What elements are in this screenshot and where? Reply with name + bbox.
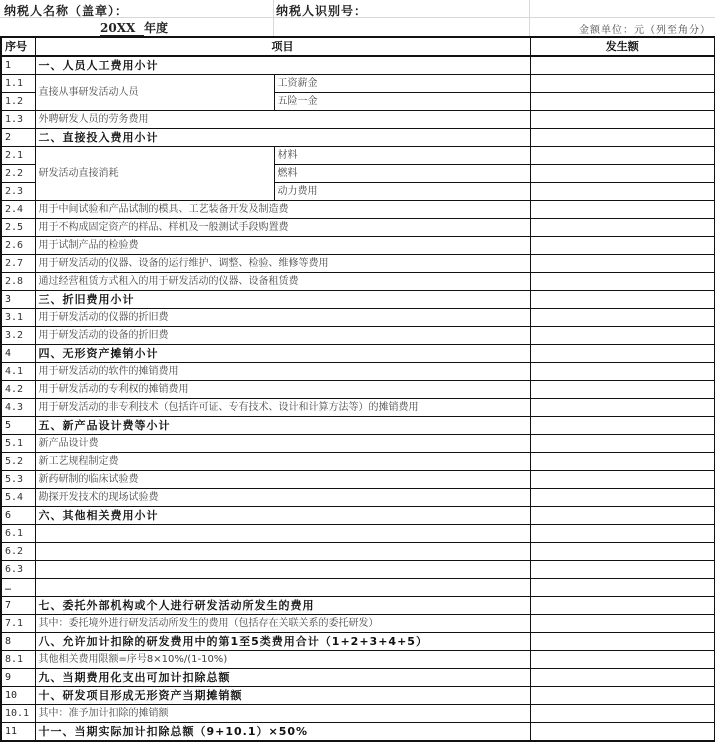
table-row [1,327,715,345]
row-number: 10 [1,687,35,705]
table-row [1,345,715,363]
amount-cell[interactable] [530,129,715,147]
row-number: 4.2 [1,381,35,399]
table-row [1,237,715,255]
amount-cell[interactable] [530,165,715,183]
row-label: 四、无形资产摊销小计 [35,345,530,363]
table-row [1,453,715,471]
table-row [1,579,715,597]
amount-cell[interactable] [530,183,715,201]
row-number: 3.1 [1,309,35,327]
amount-cell[interactable] [530,111,715,129]
row-number: 2.8 [1,273,35,291]
table-row [1,147,715,165]
row-sublabel: 五险一金 [274,93,530,111]
row-label: 勘探开发技术的现场试验费 [35,489,530,507]
row-label: 用于研发活动的设备的折旧费 [35,327,530,345]
table-row [1,111,715,129]
amount-cell[interactable] [530,363,715,381]
row-number: 5.4 [1,489,35,507]
row-label: 用于不构成固定资产的样品、样机及一般测试手段购置费 [35,219,530,237]
row-label: 三、折旧费用小计 [35,291,530,309]
row-number: 5.3 [1,471,35,489]
amount-cell[interactable] [530,669,715,687]
row-label: 九、当期费用化支出可加计扣除总额 [35,669,530,687]
table-row [1,255,715,273]
row-number: 3 [1,291,35,309]
row-number: 6.2 [1,543,35,561]
amount-cell[interactable] [530,56,715,75]
table-row [1,381,715,399]
row-label: 用于研发活动的专利权的摊销费用 [35,381,530,399]
row-number: 2.7 [1,255,35,273]
year-suffix: 年度 [144,21,169,35]
table-row [1,471,715,489]
amount-cell[interactable] [530,633,715,651]
row-label: 七、委托外部机构或个人进行研发活动所发生的费用 [35,597,530,615]
table-row [1,489,715,507]
taxpayer-name-label: 纳税人名称（盖章）： [4,4,129,18]
row-number: 1 [1,56,35,75]
table-row [1,273,715,291]
amount-cell[interactable] [530,219,715,237]
table-row [1,525,715,543]
row-label: 用于研发活动的仪器、设备的运行维护、调整、检验、维修等费用 [35,255,530,273]
table-row [1,219,715,237]
expense-table [0,36,715,742]
row-label[interactable] [35,525,530,543]
amount-cell[interactable] [530,489,715,507]
amount-cell[interactable] [530,399,715,417]
amount-cell[interactable] [530,237,715,255]
amount-cell[interactable] [530,93,715,111]
amount-cell[interactable] [530,471,715,489]
amount-cell[interactable] [530,435,715,453]
row-sublabel: 工资薪金 [274,75,530,93]
table-row [1,129,715,147]
row-sublabel: 动力费用 [274,183,530,201]
row-number: 7.1 [1,615,35,633]
row-number: 7 [1,597,35,615]
row-number: 1.3 [1,111,35,129]
table-row [1,75,715,93]
row-number: 5.2 [1,453,35,471]
table-row [1,669,715,687]
row-number: 9 [1,669,35,687]
row-label: 用于研发活动的非专利技术（包括许可证、专有技术、设计和计算方法等）的摊销费用 [35,399,530,417]
row-label: 六、其他相关费用小计 [35,507,530,525]
row-label: 十一、当期实际加计扣除总额（9+10.1）×50% [35,723,530,742]
row-label: 用于研发活动的软件的摊销费用 [35,363,530,381]
table-row [1,633,715,651]
row-label: 新产品设计费 [35,435,530,453]
table-row [1,417,715,435]
row-number: 1.2 [1,93,35,111]
row-label: 用于中间试验和产品试制的模具、工艺装备开发及制造费 [35,201,530,219]
row-label: 通过经营租赁方式租入的用于研发活动的仪器、设备租赁费 [35,273,530,291]
amount-cell[interactable] [530,345,715,363]
row-number: 2.3 [1,183,35,201]
amount-cell[interactable] [530,201,715,219]
table-row [1,615,715,633]
table-row [1,705,715,723]
amount-cell[interactable] [530,597,715,615]
row-sublabel: 燃料 [274,165,530,183]
row-label: 其中：委托境外进行研发活动所发生的费用（包括存在关联关系的委托研发） [35,615,530,633]
row-number: 6.3 [1,561,35,579]
row-number: 2.5 [1,219,35,237]
amount-cell[interactable] [530,525,715,543]
table-row [1,435,715,453]
amount-cell[interactable] [530,507,715,525]
row-number: 3.2 [1,327,35,345]
amount-cell[interactable] [530,291,715,309]
table-row [1,687,715,705]
row-label: 用于试制产品的检验费 [35,237,530,255]
column-header-item: 项目 [35,37,530,56]
row-label[interactable] [35,579,530,597]
amount-cell[interactable] [530,453,715,471]
row-label: 五、新产品设计费等小计 [35,417,530,435]
amount-cell[interactable] [530,273,715,291]
row-label: 其中：准予加计扣除的摊销额 [35,705,530,723]
table-row [1,291,715,309]
row-label[interactable] [35,543,530,561]
row-label: 外聘研发人员的劳务费用 [35,111,530,129]
row-number: 2.4 [1,201,35,219]
gridline [529,0,530,36]
table-row [1,399,715,417]
row-number: 4.1 [1,363,35,381]
row-number: 1.1 [1,75,35,93]
table-row [1,651,715,669]
amount-cell[interactable] [530,309,715,327]
row-label: 研发活动直接消耗 [35,147,274,201]
row-label: 用于研发活动的仪器的折旧费 [35,309,530,327]
row-number: 2.2 [1,165,35,183]
row-label[interactable] [35,561,530,579]
row-number: 6.1 [1,525,35,543]
amount-cell[interactable] [530,561,715,579]
row-number: 5 [1,417,35,435]
row-number: 10.1 [1,705,35,723]
amount-cell[interactable] [530,615,715,633]
column-header-no: 序号 [1,37,35,56]
amount-cell[interactable] [530,687,715,705]
row-label: 一、人员人工费用小计 [35,56,530,75]
row-number: 8 [1,633,35,651]
row-label: 新工艺规程制定费 [35,453,530,471]
table-row [1,597,715,615]
table-row [1,56,715,75]
row-label: 其他相关费用限额=序号8×10%/(1-10%) [35,651,530,669]
row-label: 八、允许加计扣除的研发费用中的第1至5类费用合计（1+2+3+4+5） [35,633,530,651]
table-row [1,543,715,561]
amount-cell[interactable] [530,255,715,273]
year-value[interactable]: 20XX [100,21,144,36]
amount-cell[interactable] [530,417,715,435]
form-header [0,0,715,36]
row-sublabel: 材料 [274,147,530,165]
row-label: 直接从事研发活动人员 [35,75,274,111]
amount-cell[interactable] [530,147,715,165]
row-number: 11 [1,723,35,742]
amount-cell[interactable] [530,327,715,345]
table-header-row [1,37,715,56]
tax-year [100,19,168,36]
row-number: … [1,579,35,597]
row-number: 4 [1,345,35,363]
table-row [1,363,715,381]
row-label: 十、研发项目形成无形资产当期摊销额 [35,687,530,705]
row-number: 2.6 [1,237,35,255]
column-header-amount: 发生额 [530,37,715,56]
row-number: 5.1 [1,435,35,453]
gridline [273,0,274,36]
amount-cell[interactable] [530,579,715,597]
amount-cell[interactable] [530,651,715,669]
row-number: 4.3 [1,399,35,417]
table-row [1,507,715,525]
table-row [1,201,715,219]
amount-cell[interactable] [530,723,715,742]
row-label: 新药研制的临床试验费 [35,471,530,489]
table-row [1,561,715,579]
unit-note: 金额单位：元（列至角分） [579,25,711,36]
amount-cell[interactable] [530,543,715,561]
table-row [1,723,715,742]
row-number: 2 [1,129,35,147]
amount-cell[interactable] [530,75,715,93]
amount-cell[interactable] [530,705,715,723]
row-number: 2.1 [1,147,35,165]
row-label: 二、直接投入费用小计 [35,129,530,147]
row-number: 8.1 [1,651,35,669]
table-row [1,309,715,327]
amount-cell[interactable] [530,381,715,399]
taxpayer-id-label: 纳税人识别号： [276,4,368,18]
row-number: 6 [1,507,35,525]
